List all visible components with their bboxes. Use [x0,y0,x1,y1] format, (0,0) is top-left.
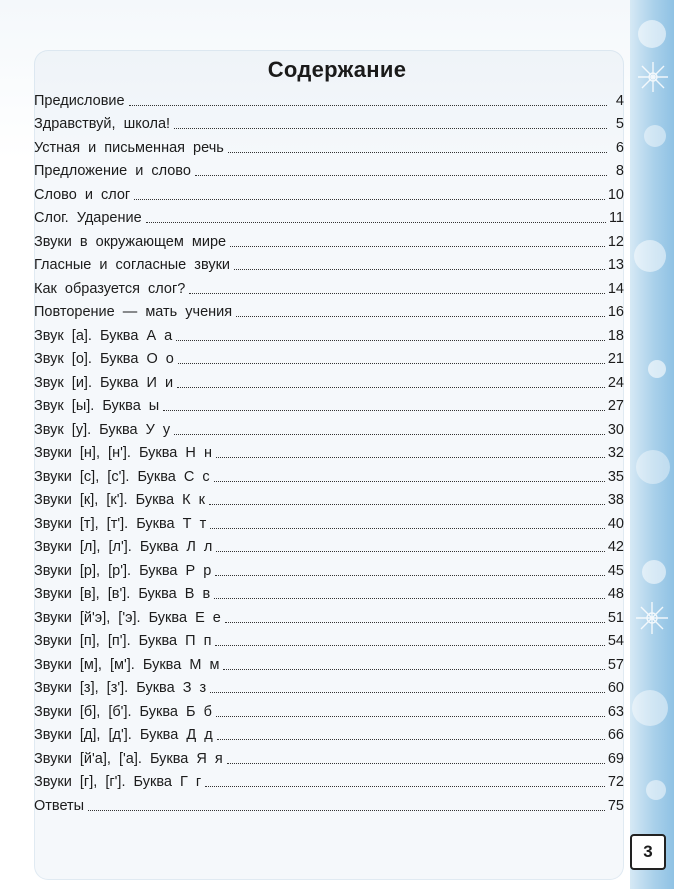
toc-entry-page: 40 [607,515,624,532]
toc-entry [34,603,624,627]
table-of-contents [34,86,624,815]
toc-entry [34,110,624,134]
toc-entry-page: 6 [615,139,624,156]
toc-entry-label: Звуки [р], [р']. Буква Р р [34,562,212,579]
toc-entry [34,274,624,298]
dot-leader [236,316,605,317]
toc-entry-label: Звуки [м], [м']. Буква М м [34,656,220,673]
toc-entry [34,580,624,604]
toc-entry [34,486,624,510]
toc-entry-label: Звуки [л], [л']. Буква Л л [34,539,213,555]
toc-entry [34,791,624,815]
toc-entry-page: 21 [607,351,624,367]
dot-leader [176,340,605,341]
toc-entry-page: 48 [607,586,624,602]
bubble-icon [632,690,668,726]
toc-entry-label: Повторение — мать учения [34,304,233,320]
dot-leader [214,598,605,599]
dot-leader [163,410,605,411]
bubble-icon [646,780,666,800]
toc-entry-label: Звуки [в], [в']. Буква В в [34,586,211,602]
dot-leader [210,528,605,529]
dot-leader [174,434,605,435]
toc-entry [34,721,624,745]
toc-entry-page: 5 [615,116,624,132]
toc-entry-page: 42 [607,539,624,555]
toc-entry [34,204,624,228]
dot-leader [174,128,607,129]
toc-entry-page: 11 [608,210,624,226]
toc-entry-label: Звуки [й'э], ['э]. Буква Е е [34,609,221,626]
toc-entry-label: Ответы [34,797,85,814]
toc-entry-label: Звук [а]. Буква А а [34,327,173,344]
toc-entry [34,157,624,181]
toc-entry-page: 66 [607,727,624,743]
toc-entry [34,227,624,251]
dot-leader [205,786,605,787]
dot-leader [234,269,605,270]
toc-entry [34,86,624,110]
dot-leader [88,810,605,811]
toc-entry-page: 8 [615,163,624,179]
dot-leader [209,504,605,505]
toc-entry [34,415,624,439]
toc-entry [34,392,624,416]
bubble-icon [648,360,666,378]
toc-entry-page: 32 [607,445,624,461]
toc-entry-page: 69 [607,750,624,767]
dot-leader [214,481,605,482]
dot-leader [146,222,606,223]
toc-entry-label: Звуки [з], [з']. Буква З з [34,680,207,696]
dot-leader [228,152,607,153]
toc-entry-label: Звуки [п], [п']. Буква П п [34,633,212,649]
toc-entry-page: 45 [607,562,624,579]
toc-entry [34,556,624,580]
toc-entry-page: 14 [607,280,624,297]
toc-entry-page: 18 [607,327,624,344]
toc-entry-page: 60 [607,680,624,696]
toc-entry [34,509,624,533]
bubble-icon [644,125,666,147]
dot-leader [178,363,605,364]
toc-entry-label: Звуки [д], [д']. Буква Д д [34,727,213,743]
toc-entry [34,180,624,204]
page-number: 3 [630,834,666,870]
toc-entry-label: Слово и слог [34,186,131,203]
toc-entry-label: Звук [и]. Буква И и [34,374,174,391]
toc-entry-label: Слог. Ударение [34,210,142,226]
dot-leader [227,763,605,764]
toc-entry-label: Звуки в окружающем мире [34,233,227,250]
bubble-icon [636,450,670,484]
toc-entry-page: 10 [607,186,624,203]
toc-entry-page: 4 [615,92,624,109]
toc-entry [34,744,624,768]
toc-entry-label: Звук [у]. Буква У у [34,421,171,438]
dot-leader [129,105,607,106]
dot-leader [217,739,605,740]
toc-entry-label: Звуки [т], [т']. Буква Т т [34,515,207,532]
toc-entry-page: 16 [607,304,624,320]
dot-leader [216,457,605,458]
toc-entry-page: 54 [607,633,624,649]
toc-entry [34,627,624,651]
toc-entry-page: 27 [607,398,624,414]
dot-leader [215,645,604,646]
dot-leader [216,551,605,552]
toc-entry [34,298,624,322]
dot-leader [210,692,605,693]
toc-entry [34,133,624,157]
dot-leader [134,199,605,200]
toc-entry-label: Предисловие [34,92,125,109]
toc-entry-label: Предложение и слово [34,163,191,179]
toc-entry-label: Звук [ы]. Буква ы [34,398,160,414]
toc-entry-page: 13 [607,257,624,273]
toc-entry-label: Как образуется слог? [34,280,186,297]
toc-entry-page: 75 [607,797,624,814]
decorative-side-strip [630,0,674,889]
toc-entry-page: 30 [607,421,624,438]
toc-entry-page: 51 [607,609,624,626]
toc-entry-page: 24 [607,374,624,391]
toc-entry [34,697,624,721]
toc-entry [34,251,624,275]
toc-entry [34,321,624,345]
toc-entry [34,768,624,792]
toc-entry [34,674,624,698]
toc-entry-label: Звук [о]. Буква О о [34,351,174,367]
dot-leader [223,669,604,670]
toc-entry [34,439,624,463]
bubble-icon [638,20,666,48]
toc-entry-label: Звуки [с], [с']. Буква С с [34,468,210,485]
toc-entry-label: Звуки [г], [г']. Буква Г г [34,774,202,790]
toc-entry [34,345,624,369]
toc-entry [34,462,624,486]
toc-entry [34,368,624,392]
toc-entry [34,650,624,674]
toc-entry-page: 12 [607,233,624,250]
dot-leader [195,175,607,176]
toc-entry-label: Звуки [й'а], ['а]. Буква Я я [34,750,223,767]
toc-entry-label: Здравствуй, школа! [34,116,171,132]
dot-leader [177,387,605,388]
dot-leader [230,246,605,247]
toc-entry-page: 38 [607,492,624,508]
page-title: Содержание [267,57,407,82]
toc-entry-page: 57 [607,656,624,673]
toc-entry [34,533,624,557]
dot-leader [215,575,605,576]
toc-entry-page: 63 [607,703,624,720]
toc-entry-label: Звуки [н], [н']. Буква Н н [34,445,212,461]
dot-leader [216,716,605,717]
toc-entry-page: 72 [607,774,624,790]
flower-icon [634,600,670,636]
toc-entry-label: Звуки [к], [к']. Буква К к [34,492,205,508]
toc-entry-page: 35 [607,468,624,485]
bubble-icon [634,240,666,272]
toc-entry-label: Гласные и согласные звуки [34,257,231,273]
toc-entry-label: Звуки [б], [б']. Буква Б б [34,703,212,720]
dot-leader [189,293,605,294]
dot-leader [225,622,605,623]
bubble-icon [642,560,666,584]
toc-entry-label: Устная и письменная речь [34,139,224,156]
